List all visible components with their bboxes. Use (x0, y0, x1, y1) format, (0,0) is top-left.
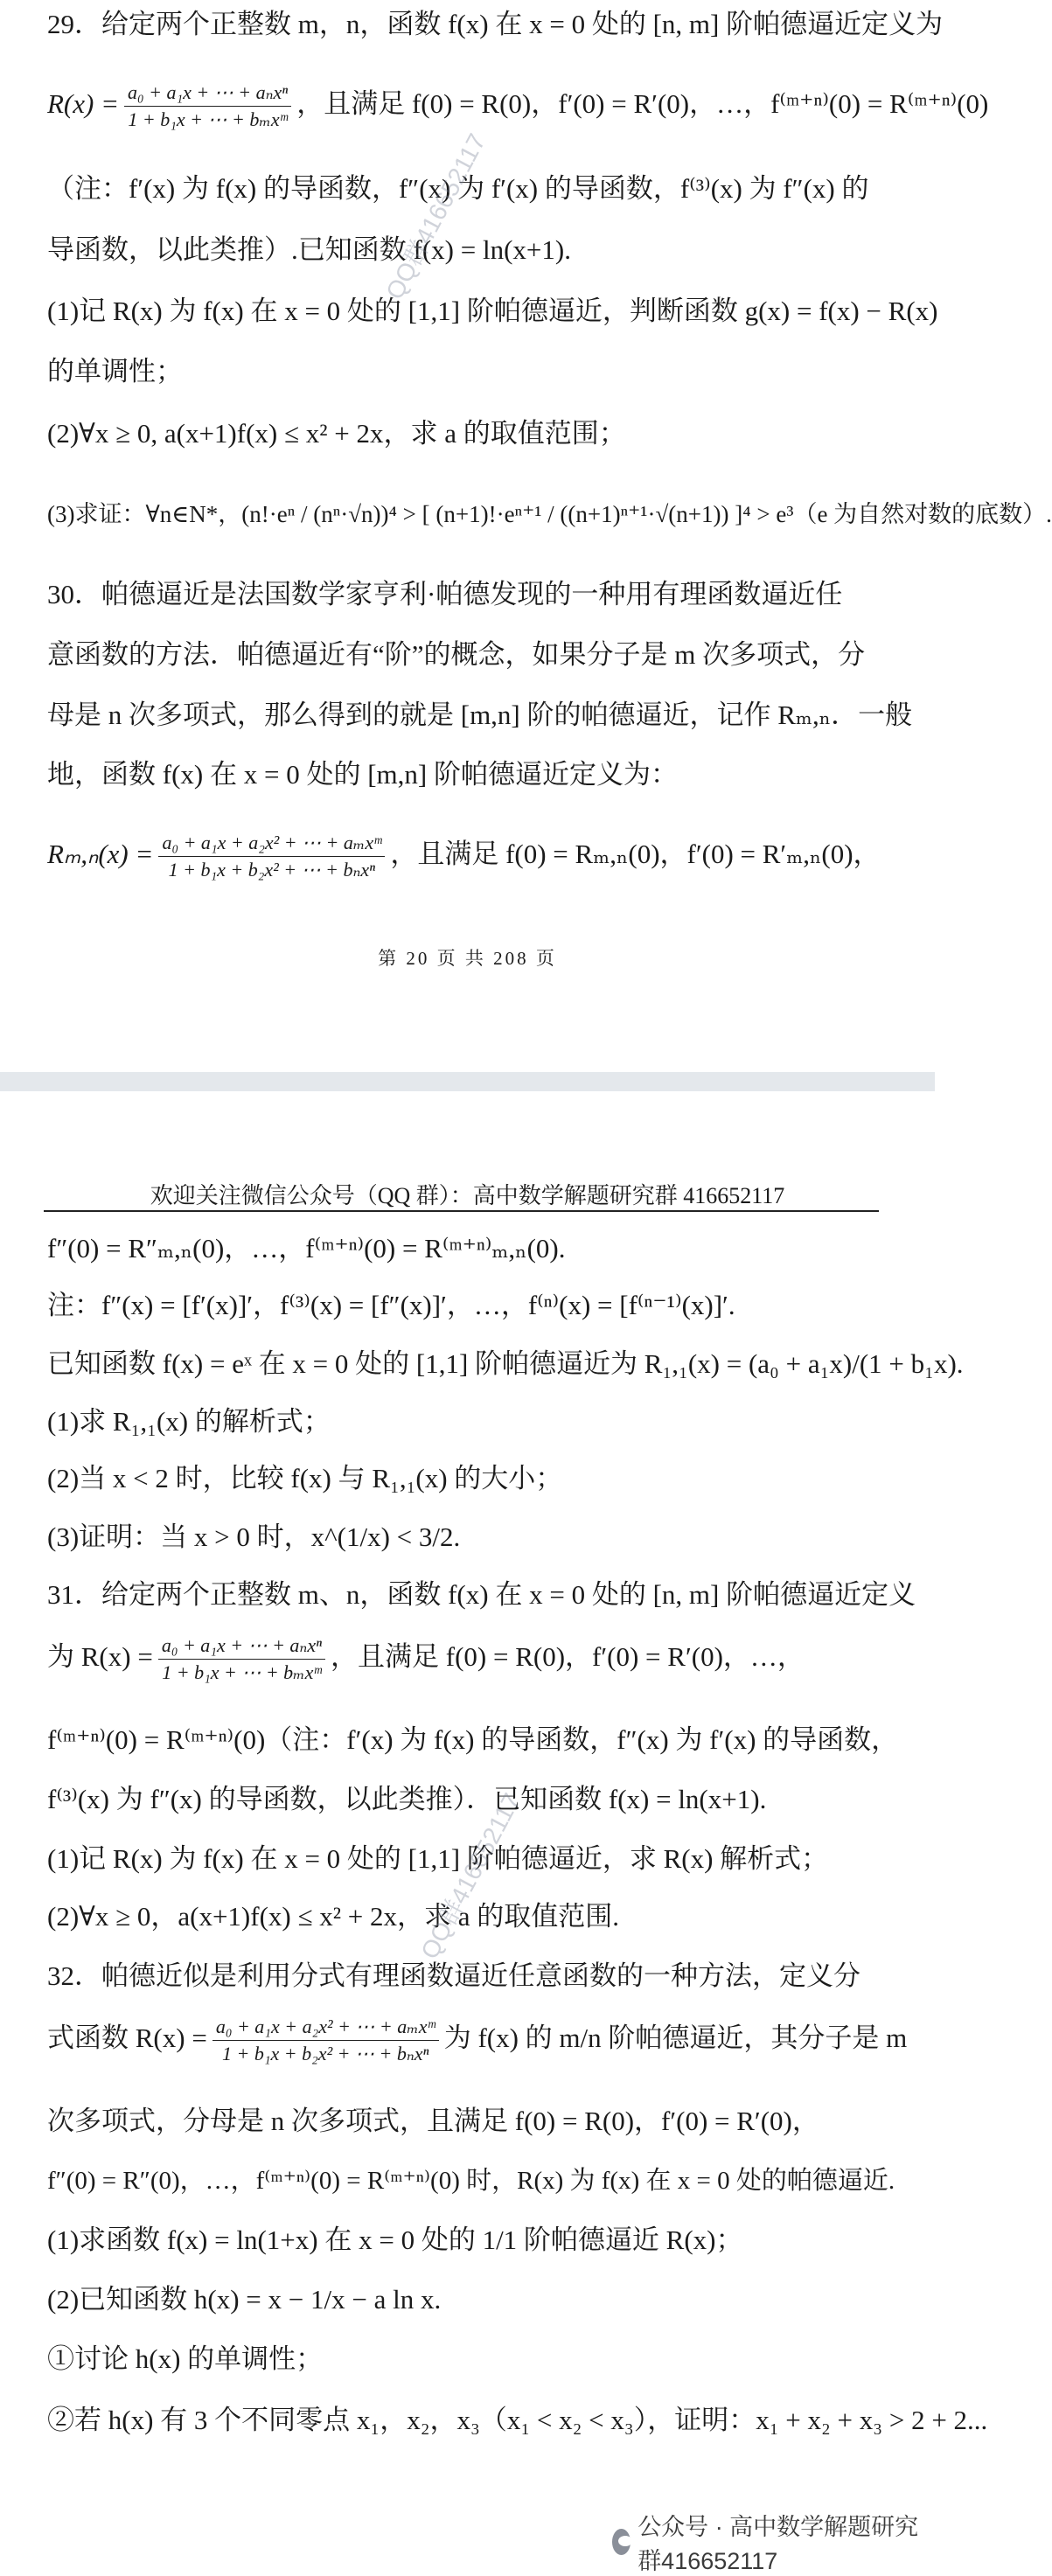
problem-32-intro: 32．帕德近似是利用分式有理函数逼近任意函数的一种方法，定义分 (47, 1960, 860, 1991)
fraction-denominator: 1 + b₁x + ⋯ + bₘxᵐ (128, 108, 288, 131)
problem-32-part2-a: ①讨论 h(x) 的单调性； (47, 2343, 324, 2374)
condition-text: ，且满足 f(0) = Rₘ,ₙ(0)，f′(0) = R′ₘ,ₙ(0)， (390, 839, 881, 869)
problem-32-part1: (1)求函数 f(x) = ln(1+x) 在 x = 0 处的 1/1 阶帕德逼近 R(x)； (47, 2224, 743, 2255)
condition-text: ，且满足 f(0) = R(0)，f′(0) = R′(0)，…， (331, 1641, 805, 1672)
page-20 (0, 0, 1052, 1072)
brand-label: 公众号 · 高中数学解题研究群416652117 (637, 2514, 919, 2574)
fraction-numerator: a₀ + a₁x + a₂x² + ⋯ + aₘxᵐ (212, 2016, 439, 2041)
problem-31-definition (47, 1633, 805, 1684)
watermark: QQ群416652117 (415, 1788, 526, 1964)
problem-30-given: 已知函数 f(x) = eˣ 在 x = 0 处的 [1,1] 阶帕德逼近为 R₁,₁(x) = (a₀ + a₁x)/(1 + b₁x). (47, 1348, 964, 1379)
problem-31-part1: (1)记 R(x) 为 f(x) 在 x = 0 处的 [1,1] 阶帕德逼近，求 R(x) 解析式； (47, 1843, 829, 1874)
problem-29-part1: (1)记 R(x) 为 f(x) 在 x = 0 处的 [1,1] 阶帕德逼近，判断函数 g(x) = f(x) − R(x) (47, 296, 938, 326)
formula-lhs: R(x) = (47, 88, 120, 119)
problem-29-part3: (3)求证：∀n∈N*，(n!·eⁿ / (nⁿ·√n))⁴ > [ (n+1)!·eⁿ⁺¹ / ((n+1)ⁿ⁺¹·√(n+1)) ]⁴ > e³（e 为自然对数的底数）. (47, 501, 1052, 527)
problem-30-part3: (3)证明：当 x > 0 时，x^(1/x) < 3/2. (47, 1521, 461, 1552)
fraction (212, 2016, 439, 2065)
problem-29-part2: (2)∀x ≥ 0, a(x+1)f(x) ≤ x² + 2x，求 a 的取值范围； (47, 418, 626, 449)
problem-31-intro: 31．给定两个正整数 m、n，函数 f(x) 在 x = 0 处的 [n, m] 阶帕德逼近定义 (47, 1579, 916, 1610)
fraction-denominator: 1 + b₁x + b₂x² + ⋯ + bₙxⁿ (222, 2043, 429, 2065)
page-21 (0, 1091, 988, 2574)
problem-29-definition (47, 80, 988, 131)
problem-29-note: （注：f′(x) 为 f(x) 的导函数，f″(x) 为 f′(x) 的导函数，f⁽³⁾(x) 为 f″(x) 的 (47, 173, 869, 204)
problem-30-line2: 意函数的方法．帕德逼近有“阶”的概念，如果分子是 m 次多项式，分 (47, 639, 866, 670)
problem-31-note: f⁽ᵐ⁺ⁿ⁾(0) = R⁽ᵐ⁺ⁿ⁾(0)（注：f′(x) 为 f(x) 的导函数，f″(x) 为 f′(x) 的导函数， (47, 1724, 899, 1755)
page-separator (0, 1072, 935, 1091)
page-header: 欢迎关注微信公众号（QQ 群）：高中数学解题研究群 416652117 (150, 1183, 785, 1208)
problem-31-part2: (2)∀x ≥ 0，a(x+1)f(x) ≤ x² + 2x，求 a 的取值范围. (47, 1901, 620, 1932)
wechat-icon (612, 2529, 631, 2555)
problem-32-part2-b: ②若 h(x) 有 3 个不同零点 x₁，x₂，x₃（x₁ < x₂ < x₃），证明：x₁ + x₂ + x₃ > 2 + 2... (47, 2405, 988, 2435)
problem-30-part1: (1)求 R₁,₁(x) 的解析式； (47, 1406, 331, 1437)
problem-30-definition (47, 831, 881, 881)
fraction (124, 81, 291, 131)
fraction (158, 1634, 325, 1684)
fraction-numerator: a₀ + a₁x + ⋯ + aₙxⁿ (158, 1634, 325, 1660)
formula-lhs: 式函数 R(x) = (47, 2023, 207, 2053)
problem-32-line3: 次多项式，分母是 n 次多项式，且满足 f(0) = R(0)，f′(0) = R′(0)， (47, 2106, 819, 2136)
problem-32-definition (47, 2015, 907, 2065)
problem-30-conditions: f″(0) = R″ₘ,ₙ(0)，…，f⁽ᵐ⁺ⁿ⁾(0) = R⁽ᵐ⁺ⁿ⁾ₘ,ₙ(0). (47, 1233, 566, 1264)
fraction-numerator: a₀ + a₁x + ⋯ + aₙxⁿ (124, 81, 291, 107)
fraction-denominator: 1 + b₁x + b₂x² + ⋯ + bₙxⁿ (168, 859, 376, 881)
fraction-denominator: 1 + b₁x + ⋯ + bₘxᵐ (162, 1661, 322, 1684)
problem-32-part2: (2)已知函数 h(x) = x − 1/x − a ln x. (47, 2284, 442, 2315)
formula-lhs: Rₘ,ₙ(x) = (47, 839, 154, 869)
problem-30-note: 注：f″(x) = [f′(x)]′，f⁽³⁾(x) = [f″(x)]′，…，f⁽ⁿ⁾(x) = [f⁽ⁿ⁻¹⁾(x)]′. (47, 1290, 735, 1320)
fraction (158, 832, 385, 881)
formula-lhs: 为 R(x) = (47, 1641, 153, 1672)
problem-30-line1: 30．帕德逼近是法国数学家亨利·帕德发现的一种用有理函数逼近任 (47, 579, 843, 609)
condition-text: ，且满足 f(0) = R(0)，f′(0) = R′(0)，…，f⁽ᵐ⁺ⁿ⁾(0) = R⁽ᵐ⁺ⁿ⁾(0) (296, 88, 989, 119)
watermark: QQ群416652117 (380, 129, 491, 304)
header-rule (44, 1210, 879, 1212)
page-footer: 第 20 页 共 208 页 (378, 948, 557, 969)
problem-30-line3: 母是 n 次多项式，那么得到的就是 [m,n] 阶的帕德逼近，记作 Rₘ,ₙ．一般 (47, 700, 913, 730)
problem-30-part2: (2)当 x < 2 时，比较 f(x) 与 R₁,₁(x) 的大小； (47, 1463, 563, 1493)
problem-29-given: 导函数，以此类推）.已知函数 f(x) = ln(x+1). (47, 234, 571, 265)
wechat-brand (612, 2508, 935, 2576)
problem-31-given: f⁽³⁾(x) 为 f″(x) 的导函数，以此类推）．已知函数 f(x) = ln(x+1). (47, 1784, 767, 1814)
problem-32-line4: f″(0) = R″(0)，…，f⁽ᵐ⁺ⁿ⁾(0) = R⁽ᵐ⁺ⁿ⁾(0) 时，R(x) 为 f(x) 在 x = 0 处的帕德逼近. (47, 2167, 895, 2195)
condition-text: 为 f(x) 的 m/n 阶帕德逼近，其分子是 m (443, 2023, 908, 2053)
problem-29-part1-cont: 的单调性； (47, 356, 183, 386)
problem-29-intro: 29．给定两个正整数 m，n，函数 f(x) 在 x = 0 处的 [n, m] 阶帕德逼近定义为 (47, 9, 944, 39)
fraction-numerator: a₀ + a₁x + a₂x² + ⋯ + aₘxᵐ (158, 832, 385, 857)
problem-30-line4: 地，函数 f(x) 在 x = 0 处的 [m,n] 阶帕德逼近定义为： (47, 759, 678, 790)
